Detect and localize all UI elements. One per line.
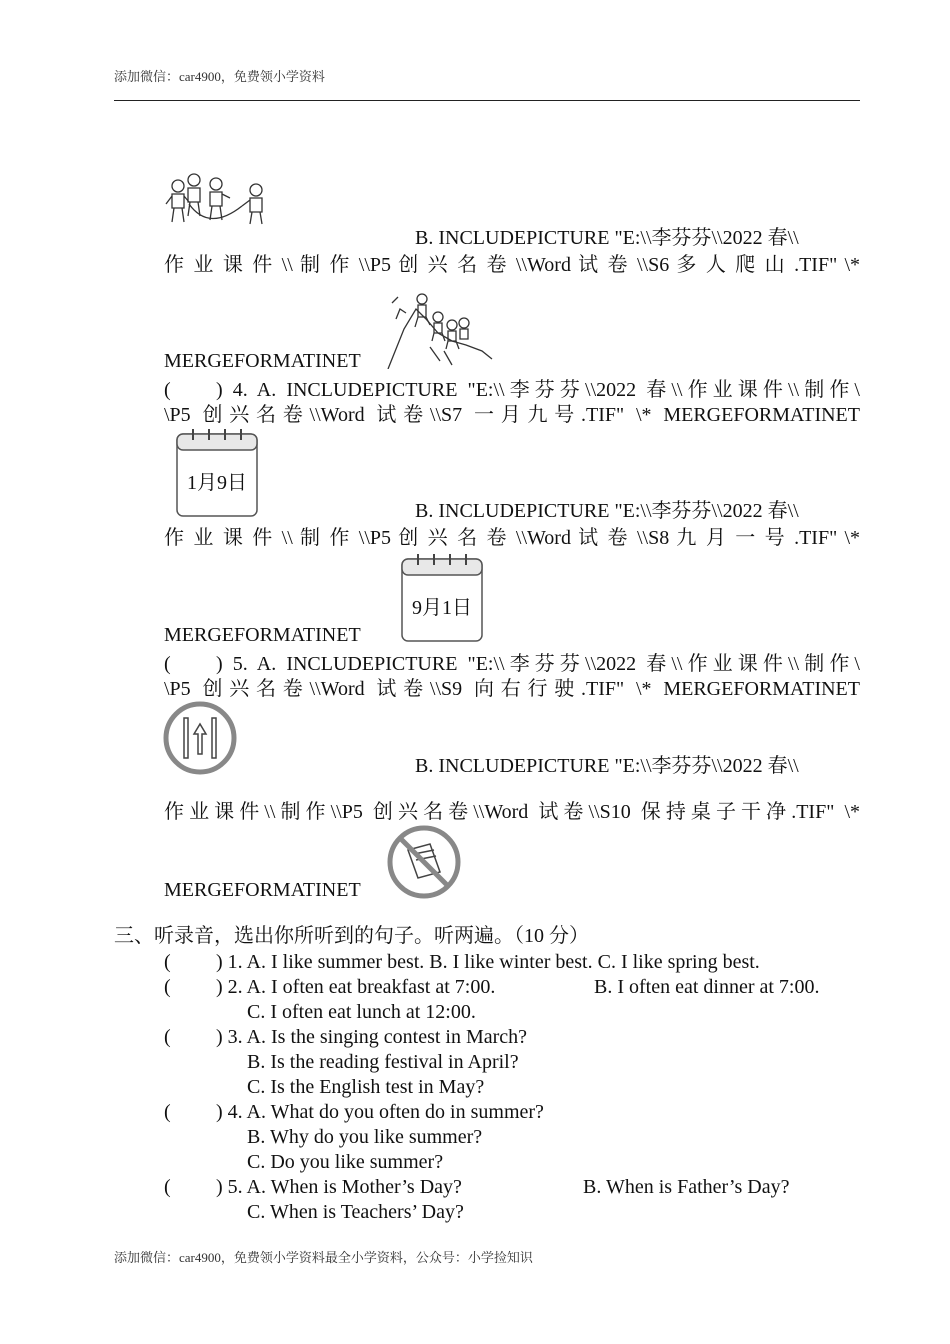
s3-q2-option-c: C. I often eat lunch at 12:00. [247, 1001, 476, 1023]
s3-q1-paren: ( [164, 951, 171, 973]
calendar-sep-1-label: 9月1日 [412, 597, 472, 619]
s3-q5-option-a: ) 5. A. When is Mother’s Day? [216, 1176, 462, 1198]
keep-desk-clean-sign-picture [386, 824, 462, 900]
s3-q5-paren: ( [164, 1176, 171, 1198]
page-footer: 添加微信：car4900，免费领小学资料最全小学资料，公众号：小学捡知识 [114, 1250, 533, 1265]
section3-title: 三、听录音，选出你所听到的句子。听两遍。（10 分） [114, 925, 589, 947]
q3-option-b-line3: MERGEFORMATINET [164, 350, 361, 372]
q5-option-b-line1: B. INCLUDEPICTURE "E:\\李芬芬\\2022 春\\ [415, 755, 799, 777]
s3-q2-option-a: ) 2. A. I often eat breakfast at 7:00. [216, 976, 496, 998]
q5-option-b-line3: MERGEFORMATINET [164, 879, 361, 901]
s3-q1-options: ) 1. A. I like summer best. B. I like winter best. C. I like spring best. [216, 951, 760, 973]
q5-option-a-line2: \P5 创兴名卷\\Word 试卷\\S9 向右行驶.TIF" \* MERGEFORMATINET [164, 678, 860, 700]
q3-option-b-line1: B. INCLUDEPICTURE "E:\\李芬芬\\2022 春\\ [415, 227, 799, 249]
s3-q3-option-a: ) 3. A. Is the singing contest in March? [216, 1026, 528, 1048]
q4-option-b-line3: MERGEFORMATINET [164, 624, 361, 646]
s3-q4-option-a: ) 4. A. What do you often do in summer? [216, 1101, 544, 1123]
jump-rope-picture [164, 170, 278, 232]
q5-option-b-line2: 作业课件\\制作\\P5 创兴名卷\\Word 试卷\\S10 保持桌子干净.TIF" \* [164, 801, 860, 823]
q4-option-a-line2: \P5 创兴名卷\\Word 试卷\\S7 一月九号.TIF" \* MERGEFORMATINET [164, 404, 860, 426]
s3-q2-paren: ( [164, 976, 171, 998]
s3-q5-option-c: C. When is Teachers’ Day? [247, 1201, 464, 1223]
q4-option-b-line2: 作 业 课 件 \\ 制 作 \\P5 创 兴 名 卷 \\Word 试 卷 \\S8 九 月 一 号 .TIF" \* [164, 527, 860, 549]
q5-option-a-line1: ) 5. A. INCLUDEPICTURE "E:\\李芬芬\\2022 春\\作业课件\\制作\ [216, 653, 860, 675]
calendar-jan-9-picture [175, 428, 259, 518]
page-header: 添加微信：car4900，免费领小学资料 [114, 69, 325, 84]
q4-option-b-line1: B. INCLUDEPICTURE "E:\\李芬芬\\2022 春\\ [415, 500, 799, 522]
q5-answer-paren: ( [164, 653, 171, 675]
s3-q4-option-b: B. Why do you like summer? [247, 1126, 483, 1148]
q3-option-b-line2: 作 业 课 件 \\ 制 作 \\P5 创 兴 名 卷 \\Word 试 卷 \\S6 多 人 爬 山 .TIF" \* [164, 254, 860, 276]
s3-q3-paren: ( [164, 1026, 171, 1048]
s3-q2-option-b: B. I often eat dinner at 7:00. [594, 976, 820, 998]
header-rule [114, 100, 860, 101]
s3-q3-option-b: B. Is the reading festival in April? [247, 1051, 519, 1073]
q4-answer-paren: ( [164, 379, 171, 401]
s3-q3-option-c: C. Is the English test in May? [247, 1076, 485, 1098]
s3-q4-paren: ( [164, 1101, 171, 1123]
mountain-climbing-picture [386, 289, 494, 369]
calendar-jan-9-label: 1月9日 [187, 472, 247, 494]
s3-q5-option-b: B. When is Father’s Day? [583, 1176, 790, 1198]
go-straight-sign-picture [162, 700, 238, 776]
q4-option-a-line1: ) 4. A. INCLUDEPICTURE "E:\\李芬芬\\2022 春\\作业课件\\制作\ [216, 379, 860, 401]
calendar-sep-1-picture [400, 553, 484, 643]
s3-q4-option-c: C. Do you like summer? [247, 1151, 444, 1173]
